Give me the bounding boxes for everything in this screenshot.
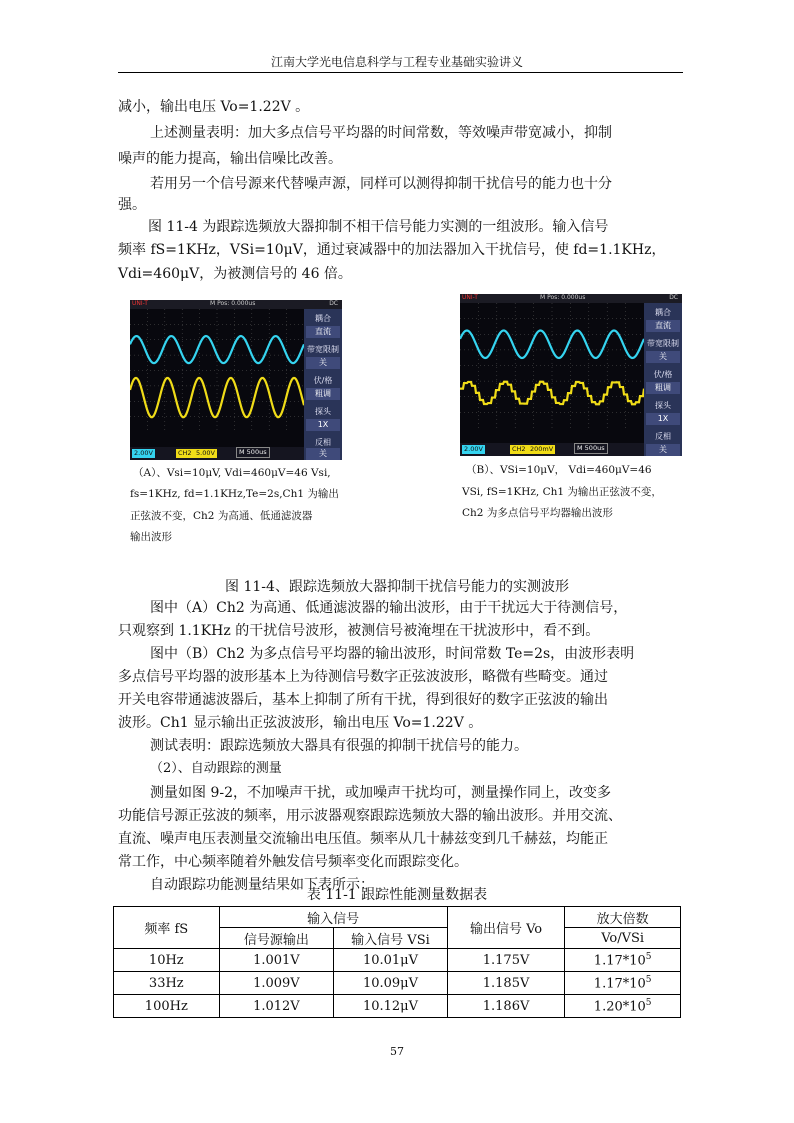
scope-top-bar bbox=[460, 294, 682, 303]
menu-value: 1X bbox=[646, 413, 680, 425]
table-row bbox=[114, 949, 681, 972]
menu-value: 关 bbox=[646, 444, 680, 456]
scope-side-menu bbox=[304, 309, 342, 460]
paragraph-line: 图 11-4 为跟踪选频放大器抑制不相干信号能力实测的一组波形。输入信号 bbox=[148, 219, 609, 235]
gain-exponent: 5 bbox=[645, 951, 652, 962]
paragraph-line: Vdi=460μV，为被测信号的 46 倍。 bbox=[118, 266, 352, 282]
paragraph-line: 图中（B）Ch2 为多点信号平均器的输出波形，时间常数 Te=2s，由波形表明 bbox=[150, 646, 635, 662]
caption-b-line: Ch2 为多点信号平均器输出波形 bbox=[462, 507, 613, 519]
caption-b-line: VSi, fS=1KHz, Ch1 为输出正弦波不变， bbox=[462, 486, 662, 498]
caption-a-line: fs=1KHz, fd=1.1KHz,Te=2s,Ch1 为输出 bbox=[130, 488, 339, 500]
header-rule bbox=[118, 72, 683, 73]
table-cell: 10Hz bbox=[114, 949, 220, 972]
table-cell bbox=[565, 972, 681, 995]
table-cell: 33Hz bbox=[114, 972, 220, 995]
menu-value: 关 bbox=[306, 448, 340, 460]
ch2-scale: 200mV bbox=[530, 445, 554, 453]
scope-brand: UNI-T bbox=[132, 300, 148, 307]
table-header-row bbox=[114, 907, 681, 928]
oscilloscope-screenshot-a bbox=[130, 300, 342, 460]
ch1-scale: 2.00V bbox=[464, 445, 483, 453]
table-cell: 10.09μV bbox=[334, 972, 448, 995]
ch1-scale: 2.00V bbox=[134, 449, 153, 457]
scope-waveform-area bbox=[460, 303, 644, 441]
scope-top-bar bbox=[130, 300, 342, 309]
data-table bbox=[113, 906, 681, 1018]
menu-value: 1X bbox=[306, 419, 340, 431]
paragraph-line: 测量如图 9-2，不加噪声干扰，或加噪声干扰均可，测量操作同上，改变多 bbox=[150, 785, 611, 801]
menu-label: 探头 bbox=[315, 407, 331, 416]
table-cell: 10.12μV bbox=[334, 995, 448, 1018]
table-row bbox=[114, 995, 681, 1018]
ch2-label: CH2 bbox=[178, 449, 192, 457]
scope-status-bar bbox=[130, 447, 304, 460]
menu-value: 关 bbox=[646, 351, 680, 363]
timebase: M 500us bbox=[574, 443, 608, 454]
table-cell: 1.009V bbox=[219, 972, 334, 995]
scope-coupling: DC bbox=[329, 300, 338, 307]
paragraph-line: 直流、噪声电压表测量交流输出电压值。频率从几十赫兹变到几千赫兹，均能正 bbox=[118, 831, 608, 847]
scope-status-bar bbox=[460, 443, 644, 456]
menu-label: 带宽限制 bbox=[647, 339, 679, 348]
running-header: 江南大学光电信息科学与工程专业基础实验讲义 bbox=[270, 55, 523, 69]
menu-value: 粗调 bbox=[646, 382, 680, 394]
paragraph-line: 噪声的能力提高，输出信噪比改善。 bbox=[118, 151, 342, 167]
table-row bbox=[114, 972, 681, 995]
header-cell: 信号源输出 bbox=[219, 928, 334, 949]
ch2-label: CH2 bbox=[512, 445, 526, 453]
table-cell: 10.01μV bbox=[334, 949, 448, 972]
caption-a-line: （A）、Vsi=10μV, Vdi=460μV=46 Vsi, bbox=[133, 467, 331, 479]
menu-label: 耦合 bbox=[315, 314, 331, 323]
caption-a-line: 输出波形 bbox=[130, 531, 172, 543]
paragraph-line: 功能信号源正弦波的频率，用示波器观察跟踪选频放大器的输出波形。并用交流、 bbox=[118, 808, 622, 824]
gain-mantissa: 1.17*10 bbox=[593, 953, 646, 969]
caption-b-line: （B）、VSi=10μV， Vdi=460μV=46 bbox=[466, 464, 652, 476]
paragraph-line: 上述测量表明：加大多点信号平均器的时间常数，等效噪声带宽减小，抑制 bbox=[150, 125, 612, 141]
table-cell: 1.175V bbox=[447, 949, 565, 972]
ch1-waveform bbox=[460, 331, 644, 359]
table-cell: 1.185V bbox=[447, 972, 565, 995]
gain-mantissa: 1.17*10 bbox=[593, 976, 646, 992]
menu-label: 探头 bbox=[655, 401, 671, 410]
gain-exponent: 5 bbox=[645, 974, 652, 985]
page-number: 57 bbox=[390, 1045, 404, 1058]
paragraph-line: 开关电容带通滤波器后，基本上抑制了所有干扰，得到很好的数字正弦波的输出 bbox=[118, 692, 608, 708]
caption-a-line: 正弦波不变，Ch2 为高通、低通滤波器 bbox=[130, 510, 313, 522]
figure-title: 图 11-4、跟踪选频放大器抑制干扰信号能力的实测波形 bbox=[225, 579, 569, 595]
paragraph-line: 多点信号平均器的波形基本上为待测信号数字正弦波波形，略微有些畸变。通过 bbox=[118, 669, 608, 685]
menu-value: 直流 bbox=[306, 326, 340, 338]
gain-exponent: 5 bbox=[645, 997, 652, 1008]
menu-label: 反相 bbox=[315, 438, 331, 447]
paragraph-line: 强。 bbox=[118, 197, 146, 213]
table-cell: 1.001V bbox=[219, 949, 334, 972]
table-cell: 1.012V bbox=[219, 995, 334, 1018]
menu-label: 耦合 bbox=[655, 308, 671, 317]
paragraph-line: 图中（A）Ch2 为高通、低通滤波器的输出波形，由于干扰远大于待测信号， bbox=[150, 600, 628, 616]
menu-value: 粗调 bbox=[306, 388, 340, 400]
menu-label: 伏/格 bbox=[313, 376, 333, 385]
paragraph-line: 只观察到 1.1KHz 的干扰信号波形，被测信号被淹埋在干扰波形中，看不到。 bbox=[118, 623, 600, 639]
header-cell: 频率 fS bbox=[114, 907, 220, 949]
paragraph-line: 自动跟踪功能测量结果如下表所示： bbox=[150, 877, 374, 893]
scope-side-menu bbox=[644, 303, 682, 456]
header-cell: 输入信号 bbox=[219, 907, 447, 928]
table-cell: 1.186V bbox=[447, 995, 565, 1018]
paragraph-line: 减小，输出电压 Vo=1.22V 。 bbox=[118, 99, 310, 115]
scope-coupling: DC bbox=[669, 294, 678, 301]
scope-brand: UNI-T bbox=[462, 294, 478, 301]
paragraph-line: 若用另一个信号源来代替噪声源，同样可以测得抑制干扰信号的能力也十分 bbox=[150, 176, 612, 192]
menu-label: 反相 bbox=[655, 432, 671, 441]
header-cell: Vo/VSi bbox=[565, 928, 681, 949]
paragraph-line: 频率 fS=1KHz，VSi=10μV，通过衰减器中的加法器加入干扰信号，使 fd=1.1KHz， bbox=[118, 242, 666, 258]
table-caption: 表 11-1 跟踪性能测量数据表 bbox=[306, 887, 488, 903]
section-heading: （2）、自动跟踪的测量 bbox=[150, 761, 282, 776]
header-cell: 输入信号 VSi bbox=[334, 928, 448, 949]
gain-mantissa: 1.20*10 bbox=[593, 999, 646, 1015]
menu-value: 关 bbox=[306, 357, 340, 369]
scope-position: M Pos: 0.000us bbox=[540, 294, 586, 301]
timebase: M 500us bbox=[236, 447, 270, 458]
table-cell: 100Hz bbox=[114, 995, 220, 1018]
ch2-scale: 5.00V bbox=[196, 449, 215, 457]
table-cell bbox=[565, 995, 681, 1018]
scope-waveform-area bbox=[130, 309, 304, 445]
paragraph-line: 测试表明：跟踪选频放大器具有很强的抑制干扰信号的能力。 bbox=[150, 738, 528, 754]
paragraph-line: 波形。Ch1 显示输出正弦波波形，输出电压 Vo=1.22V 。 bbox=[118, 715, 483, 731]
menu-label: 带宽限制 bbox=[307, 345, 339, 354]
scope-position: M Pos: 0.000us bbox=[210, 300, 256, 307]
menu-label: 伏/格 bbox=[653, 370, 673, 379]
menu-value: 直流 bbox=[646, 320, 680, 332]
header-cell: 放大倍数 bbox=[565, 907, 681, 928]
ch2-waveform bbox=[460, 382, 644, 404]
paragraph-line: 常工作，中心频率随着外触发信号频率变化而跟踪变化。 bbox=[118, 854, 468, 870]
header-cell: 输出信号 Vo bbox=[447, 907, 565, 949]
table-cell bbox=[565, 949, 681, 972]
oscilloscope-screenshot-b bbox=[460, 294, 682, 456]
